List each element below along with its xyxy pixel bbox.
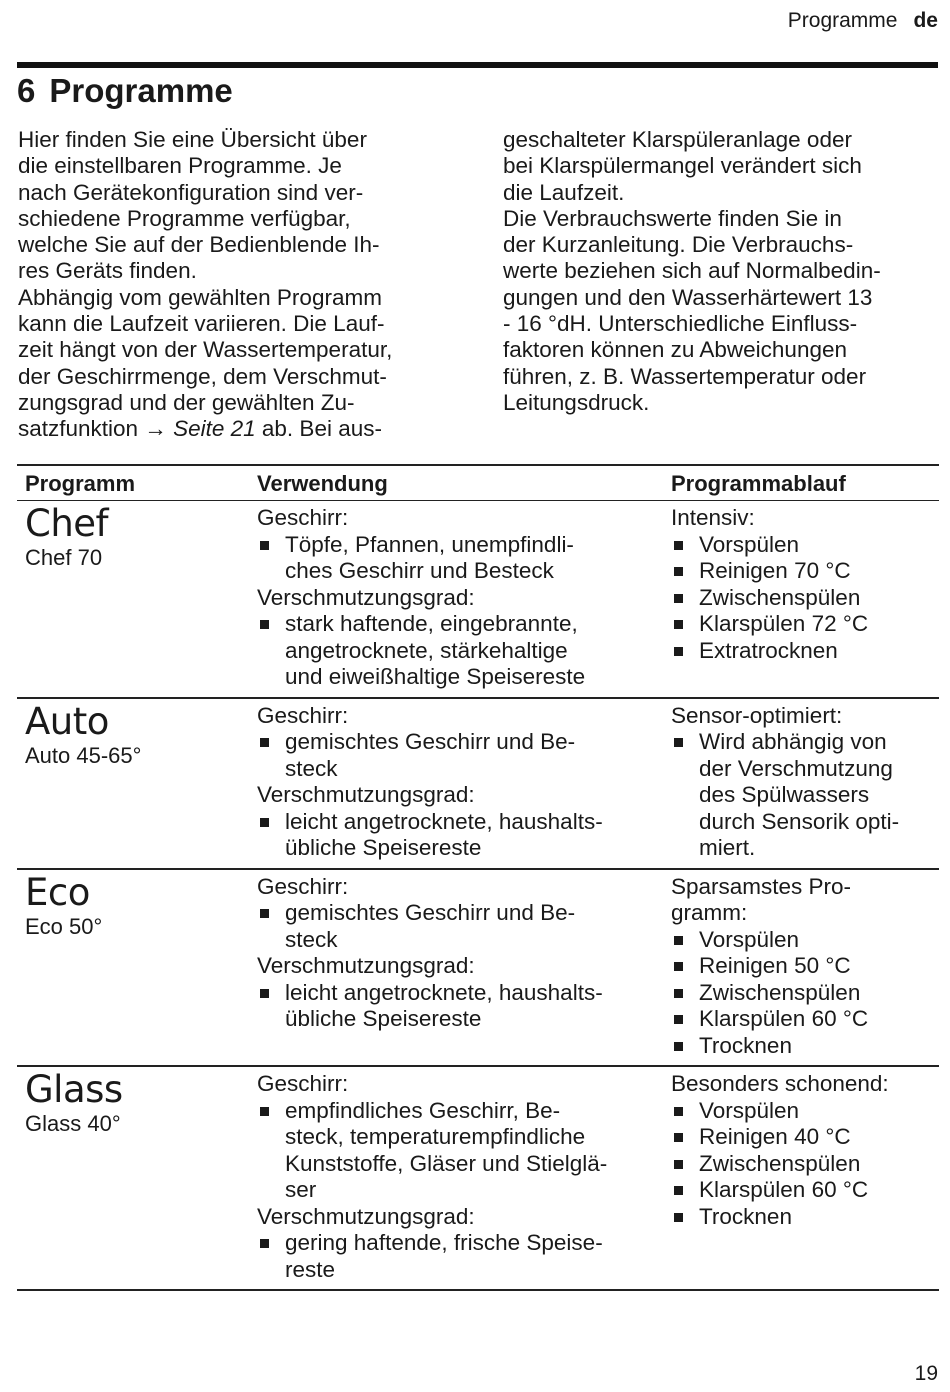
intro-paragraph-4: Die Verbrauchswerte finden Sie in der Kurzanleitung. Die Verbrauchs- werte beziehen sich auf Normalbedin- gungen und den Wasserhärtewert 13 - 16 °dH. Unterschiedliche Einfluss- faktoren können zu Abweichungen führen, z. B. Wassertemperatur oder Leitungsdruck. <box>503 205 881 415</box>
dishes-label: Geschirr: <box>257 1071 349 1096</box>
soil-label: Verschmutzungsgrad: <box>257 1203 475 1229</box>
header-language: de <box>913 9 938 32</box>
page-header <box>788 8 938 34</box>
intro-paragraph-2-text: Abhängig vom gewählten Programm kann die Laufzeit variieren. Die Lauf- zeit hängt von der Wassertemperatur, der Geschirrmenge, dem Verschmut- zungsgrad und der gewählten Zu- satzfunktion <box>18 284 393 442</box>
column-header-verwendung: Verwendung <box>249 465 663 501</box>
soil-list-item: gering haftende, frische Speise- reste <box>257 1230 655 1283</box>
flow-list-item: Zwischenspülen <box>671 1151 931 1178</box>
flow-label: Sparsamstes Pro- gramm: <box>671 873 852 925</box>
program-symbol: Eco <box>25 870 90 914</box>
flow-list-item: Extratrocknen <box>671 638 931 665</box>
dishes-list-item: gemischtes Geschirr und Be- steck <box>257 729 655 782</box>
soil-list-item: leicht angetrocknete, haushalts- übliche Speisereste <box>257 980 655 1033</box>
intro-right-column <box>503 127 939 416</box>
flow-list-item: Zwischenspülen <box>671 980 931 1007</box>
soil-list <box>257 1230 655 1283</box>
dishes-list <box>257 532 655 585</box>
dishes-label: Geschirr: <box>257 873 349 899</box>
intro-paragraph-2-tail: ab. Bei aus- <box>255 416 382 442</box>
soil-label: Verschmutzungsgrad: <box>257 782 475 807</box>
flow-label: Sensor-optimiert: <box>671 702 843 728</box>
intro-paragraph-2 <box>18 285 454 443</box>
flow-cell <box>663 698 939 869</box>
flow-list-item: Reinigen 40 °C <box>671 1124 931 1151</box>
soil-list <box>257 809 655 862</box>
programs-table <box>17 464 939 1291</box>
chapter-title-text: Programme <box>49 72 233 109</box>
flow-cell <box>663 869 939 1067</box>
arrow-icon: → <box>144 416 167 442</box>
program-symbol: Glass <box>25 1068 123 1111</box>
dishes-list-item: Töpfe, Pfannen, unempfindli- ches Geschirr und Besteck <box>257 532 655 585</box>
program-name: Chef 70 <box>25 545 103 570</box>
soil-list-item: leicht angetrocknete, haushalts- übliche Speisereste <box>257 809 655 862</box>
dishes-list-item: empfindliches Geschirr, Be- steck, temperaturempfindliche Kunststoffe, Gläser und Stielglä- ser <box>257 1098 655 1204</box>
header-section: Programme <box>787 9 898 32</box>
program-cell <box>17 1066 249 1290</box>
column-header-programm: Programm <box>17 465 249 501</box>
program-name: Auto 45-65° <box>25 742 142 768</box>
flow-list-item: Reinigen 50 °C <box>671 953 931 980</box>
flow-list-item: Klarspülen 60 °C <box>671 1006 931 1033</box>
program-cell <box>17 501 249 698</box>
flow-list-item: Klarspülen 60 °C <box>671 1177 931 1204</box>
intro-left-column <box>18 127 454 443</box>
chapter-number: 6 <box>17 72 36 109</box>
dishes-list <box>257 729 655 782</box>
program-name: Glass 40° <box>25 1111 121 1136</box>
flow-list-item: Trocknen <box>671 1033 931 1060</box>
flow-list <box>671 729 931 862</box>
dishes-label: Geschirr: <box>257 505 349 530</box>
intro-paragraph-3: geschalteter Klarspüleranlage oder bei Klarspülermangel verändert sich die Laufzeit. <box>503 127 862 205</box>
program-symbol: Auto <box>25 699 109 743</box>
intro-paragraph-1: Hier finden Sie eine Übersicht über die einstellbaren Programme. Je nach Gerätekonfiguration sind ver- schiedene Programme verfügbar, welche Sie auf der Bedienblende Ih- res Geräts finden. <box>18 127 380 284</box>
flow-cell <box>663 1066 939 1290</box>
dishes-list <box>257 900 655 953</box>
chapter-title <box>17 70 233 112</box>
column-header-programmablauf: Programmablauf <box>663 465 939 501</box>
soil-label: Verschmutzungsgrad: <box>257 584 475 610</box>
page-number: 19 <box>914 1362 938 1385</box>
soil-list-item: stark haftende, eingebrannte, angetrocknete, stärkehaltige und eiweißhaltige Speisereste <box>257 611 655 691</box>
usage-cell <box>249 1066 663 1290</box>
flow-list-item: Zwischenspülen <box>671 585 931 612</box>
flow-list <box>671 532 931 665</box>
flow-cell <box>663 501 939 698</box>
dishes-label: Geschirr: <box>257 702 349 728</box>
flow-list-item: Vorspülen <box>671 927 931 954</box>
table-body <box>17 501 939 1291</box>
table-row <box>17 501 939 698</box>
flow-list-item: Wird abhängig von der Verschmutzung des Spülwassers durch Sensorik opti- miert. <box>671 729 931 862</box>
header-rule <box>17 62 938 68</box>
program-cell <box>17 869 249 1067</box>
dishes-list <box>257 1098 655 1204</box>
flow-list-item: Trocknen <box>671 1204 931 1231</box>
flow-list <box>671 1098 931 1231</box>
soil-list <box>257 611 655 691</box>
table-row <box>17 869 939 1067</box>
flow-label: Besonders schonend: <box>671 1071 889 1096</box>
soil-label: Verschmutzungsgrad: <box>257 953 475 978</box>
flow-list <box>671 927 931 1060</box>
usage-cell <box>249 869 663 1067</box>
page-reference-link[interactable]: Seite 21 <box>173 416 256 442</box>
usage-cell <box>249 501 663 698</box>
program-name: Eco 50° <box>25 913 103 939</box>
program-cell <box>17 698 249 869</box>
soil-list <box>257 980 655 1033</box>
dishes-list-item: gemischtes Geschirr und Be- steck <box>257 900 655 953</box>
flow-list-item: Klarspülen 72 °C <box>671 611 931 638</box>
program-symbol: Chef <box>25 502 109 545</box>
flow-list-item: Reinigen 70 °C <box>671 558 931 585</box>
usage-cell <box>249 698 663 869</box>
table-row <box>17 1066 939 1290</box>
flow-label: Intensiv: <box>671 505 755 530</box>
flow-list-item: Vorspülen <box>671 1098 931 1125</box>
flow-list-item: Vorspülen <box>671 532 931 559</box>
table-row <box>17 698 939 869</box>
table-header-row <box>17 465 939 501</box>
